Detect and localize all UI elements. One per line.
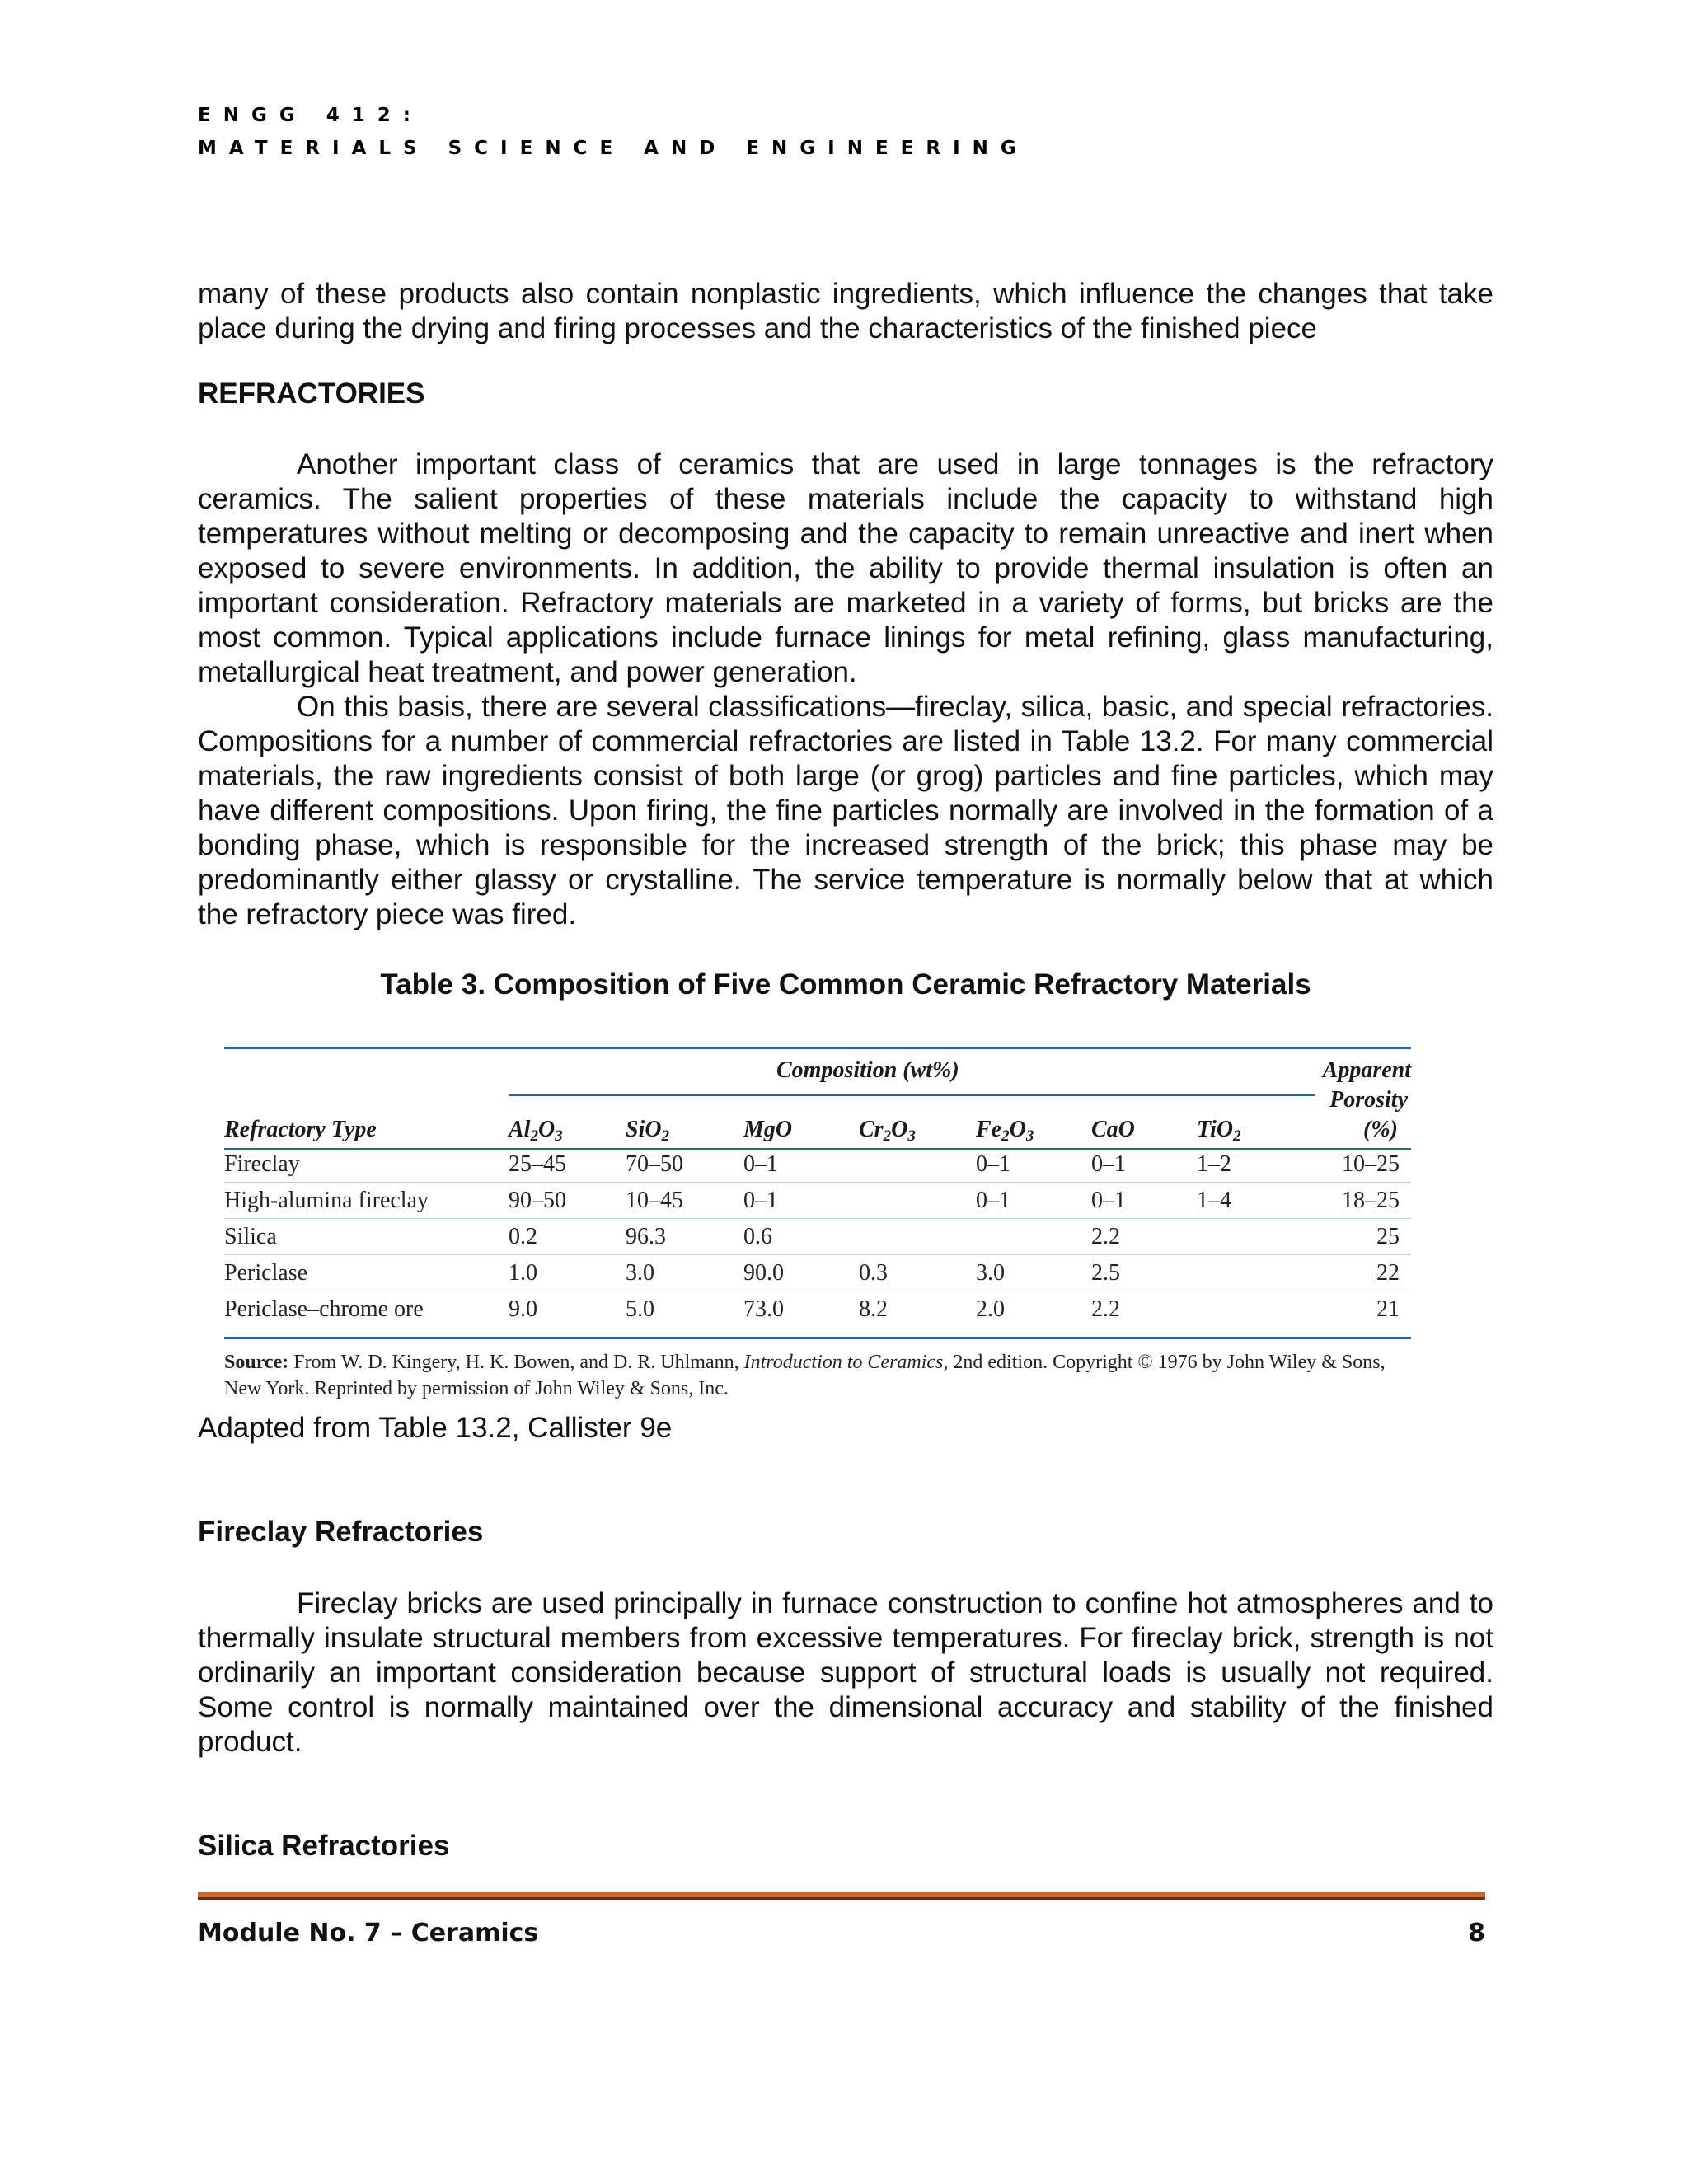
column-header-mgo-base: MgO xyxy=(743,1117,793,1142)
cell-porosity: 25 xyxy=(1376,1224,1400,1249)
column-header-cr2o3-base: Cr xyxy=(859,1117,884,1142)
cell-porosity: 22 xyxy=(1376,1260,1400,1286)
cell-fe2o3: 0–1 xyxy=(976,1188,1010,1213)
column-header-al2o3 xyxy=(509,1116,563,1151)
refractories-heading: REFRACTORIES xyxy=(198,377,425,410)
cell-al2o3: 90–50 xyxy=(509,1188,566,1213)
cell-cao: 0–1 xyxy=(1091,1151,1126,1177)
row-type-cell: Periclase xyxy=(224,1260,308,1286)
cell-cao: 2.2 xyxy=(1091,1296,1120,1322)
intro-paragraph: many of these products also contain nonplastic ingredients, which influence the changes that take place during the drying and firing processes and the characteristics of the finished piece xyxy=(198,278,1493,344)
column-header-fe2o3-mid: O xyxy=(1009,1117,1026,1142)
table-top-rule xyxy=(224,1047,1411,1049)
group-header-rule xyxy=(509,1094,1315,1096)
cell-sio2: 10–45 xyxy=(626,1188,683,1213)
cell-cao: 2.2 xyxy=(1091,1224,1120,1249)
cell-tio2: 1–4 xyxy=(1197,1188,1231,1213)
footer-module-label: Module No. 7 – Ceramics xyxy=(198,1919,539,1947)
row-type-cell: Periclase–chrome ore xyxy=(224,1296,424,1322)
course-title: MATERIALS SCIENCE AND ENGINEERING xyxy=(198,138,1029,159)
cell-fe2o3: 0–1 xyxy=(976,1151,1010,1177)
cell-sio2: 3.0 xyxy=(626,1260,654,1286)
cell-sio2: 96.3 xyxy=(626,1224,666,1249)
column-header-cr2o3-sub1: 2 xyxy=(883,1127,892,1145)
column-header-al2o3-sub1: 2 xyxy=(530,1127,538,1145)
column-header-tio2 xyxy=(1197,1116,1241,1151)
column-header-cr2o3-mid: O xyxy=(891,1117,908,1142)
column-header-sio2-sub1: 2 xyxy=(661,1127,670,1145)
column-header-cr2o3-sub2: 3 xyxy=(907,1127,916,1145)
cell-mgo: 0–1 xyxy=(743,1151,778,1177)
row-separator xyxy=(224,1254,1411,1255)
cell-cr2o3: 0.3 xyxy=(859,1260,888,1286)
fireclay-heading: Fireclay Refractories xyxy=(198,1516,484,1548)
row-separator xyxy=(224,1182,1411,1183)
source-label: Source: xyxy=(224,1352,289,1373)
footer-rule-bottom xyxy=(198,1897,1485,1900)
porosity-header-line2: Porosity xyxy=(1329,1087,1408,1113)
cell-al2o3: 9.0 xyxy=(509,1296,537,1322)
table-caption: Table 3. Composition of Five Common Ceramic Refractory Materials xyxy=(380,968,1311,1001)
cell-sio2: 5.0 xyxy=(626,1296,654,1322)
column-header-mgo xyxy=(743,1116,792,1151)
column-header-cao-base: CaO xyxy=(1091,1117,1135,1142)
row-type-cell: Silica xyxy=(224,1224,277,1249)
cell-al2o3: 25–45 xyxy=(509,1151,566,1177)
column-header-cao xyxy=(1091,1116,1135,1151)
cell-fe2o3: 2.0 xyxy=(976,1296,1005,1322)
column-header-al2o3-mid: O xyxy=(537,1117,556,1142)
cell-porosity: 21 xyxy=(1376,1296,1400,1322)
source-text-1: From W. D. Kingery, H. K. Bowen, and D. R. Uhlmann, xyxy=(288,1352,744,1373)
source-text-2: 2nd edition. Copyright © 1976 by John Wiley & Sons, New York. Reprinted by permission of John Wiley & Sons, Inc. xyxy=(224,1352,1386,1399)
fireclay-paragraph: Fireclay bricks are used principally in furnace construction to confine hot atmospheres and to thermally insulate structural members from excessive temperatures. For fireclay brick, strength is not ordinarily an important consideration because support of structural loads is usually not required. Some control is normally maintained over the dimensional accuracy and stability of the finished product. xyxy=(198,1587,1493,1758)
column-header-tio2-base: TiO xyxy=(1197,1117,1234,1142)
column-header-cr2o3 xyxy=(859,1116,916,1151)
cell-al2o3: 1.0 xyxy=(509,1260,537,1286)
column-header-al2o3-base: Al xyxy=(509,1117,531,1142)
cell-mgo: 0.6 xyxy=(743,1224,772,1249)
cell-cr2o3: 8.2 xyxy=(859,1296,888,1322)
cell-porosity: 10–25 xyxy=(1342,1151,1400,1177)
adapted-note: Adapted from Table 13.2, Callister 9e xyxy=(198,1412,673,1444)
cell-fe2o3: 3.0 xyxy=(976,1260,1005,1286)
cell-mgo: 90.0 xyxy=(743,1260,784,1286)
row-type-cell: High-alumina fireclay xyxy=(224,1188,429,1213)
source-book-title: Introduction to Ceramics, xyxy=(743,1352,949,1373)
cell-porosity: 18–25 xyxy=(1342,1188,1400,1213)
cell-sio2: 70–50 xyxy=(626,1151,683,1177)
cell-tio2: 1–2 xyxy=(1197,1151,1231,1177)
column-header-sio2-base: SiO xyxy=(626,1117,662,1142)
column-header-fe2o3-sub1: 2 xyxy=(1001,1127,1010,1145)
header-bottom-rule xyxy=(224,1148,1411,1150)
table-source-note xyxy=(224,1349,1411,1402)
porosity-header-line3: (%) xyxy=(1363,1117,1398,1142)
column-header-fe2o3 xyxy=(976,1116,1034,1151)
column-header-al2o3-sub2: 3 xyxy=(555,1127,563,1145)
cell-cao: 0–1 xyxy=(1091,1188,1126,1213)
cell-cao: 2.5 xyxy=(1091,1260,1120,1286)
row-separator xyxy=(224,1218,1411,1219)
cell-mgo: 0–1 xyxy=(743,1188,778,1213)
column-header-fe2o3-base: Fe xyxy=(976,1117,1002,1142)
porosity-header-line1: Apparent xyxy=(1322,1057,1411,1083)
course-header xyxy=(198,99,1029,165)
refractories-paragraph-2: On this basis, there are several classifications—fireclay, silica, basic, and special refractories. Compositions for a number of commercial refractories are listed in Table 13.2. For many commercial materials, the raw ingredients consist of both large (or grog) particles and fine particles, which may have different compositions. Upon firing, the fine particles normally are involved in the formation of a bonding phase, which is responsible for the increased strength of the brick; this phase may be predominantly either glassy or crystalline. The service temperature is normally below that at which the refractory piece was fired. xyxy=(198,691,1493,930)
cell-mgo: 73.0 xyxy=(743,1296,784,1322)
column-header-sio2 xyxy=(626,1116,669,1151)
column-header-fe2o3-sub2: 3 xyxy=(1025,1127,1034,1145)
cell-al2o3: 0.2 xyxy=(509,1224,537,1249)
refractories-paragraph-1: Another important class of ceramics that are used in large tonnages is the refractory ceramics. The salient properties of these materials include the capacity to withstand high temperatures without melting or decomposing and the capacity to remain unreactive and inert when exposed to severe environments. In addition, the ability to provide thermal insulation is often an important consideration. Refractory materials are marketed in a variety of forms, but bricks are the most common. Typical applications include furnace linings for metal refining, glass manufacturing, metallurgical heat treatment, and power generation. xyxy=(198,448,1493,688)
row-type-cell: Fireclay xyxy=(224,1151,300,1177)
composition-group-header: Composition (wt%) xyxy=(776,1057,959,1083)
page-number: 8 xyxy=(1468,1919,1485,1947)
silica-heading: Silica Refractories xyxy=(198,1830,450,1862)
type-column-header: Refractory Type xyxy=(224,1117,377,1142)
course-code: ENGG 412: xyxy=(198,105,423,126)
column-header-tio2-sub1: 2 xyxy=(1233,1127,1241,1145)
table-bottom-rule xyxy=(224,1337,1411,1339)
